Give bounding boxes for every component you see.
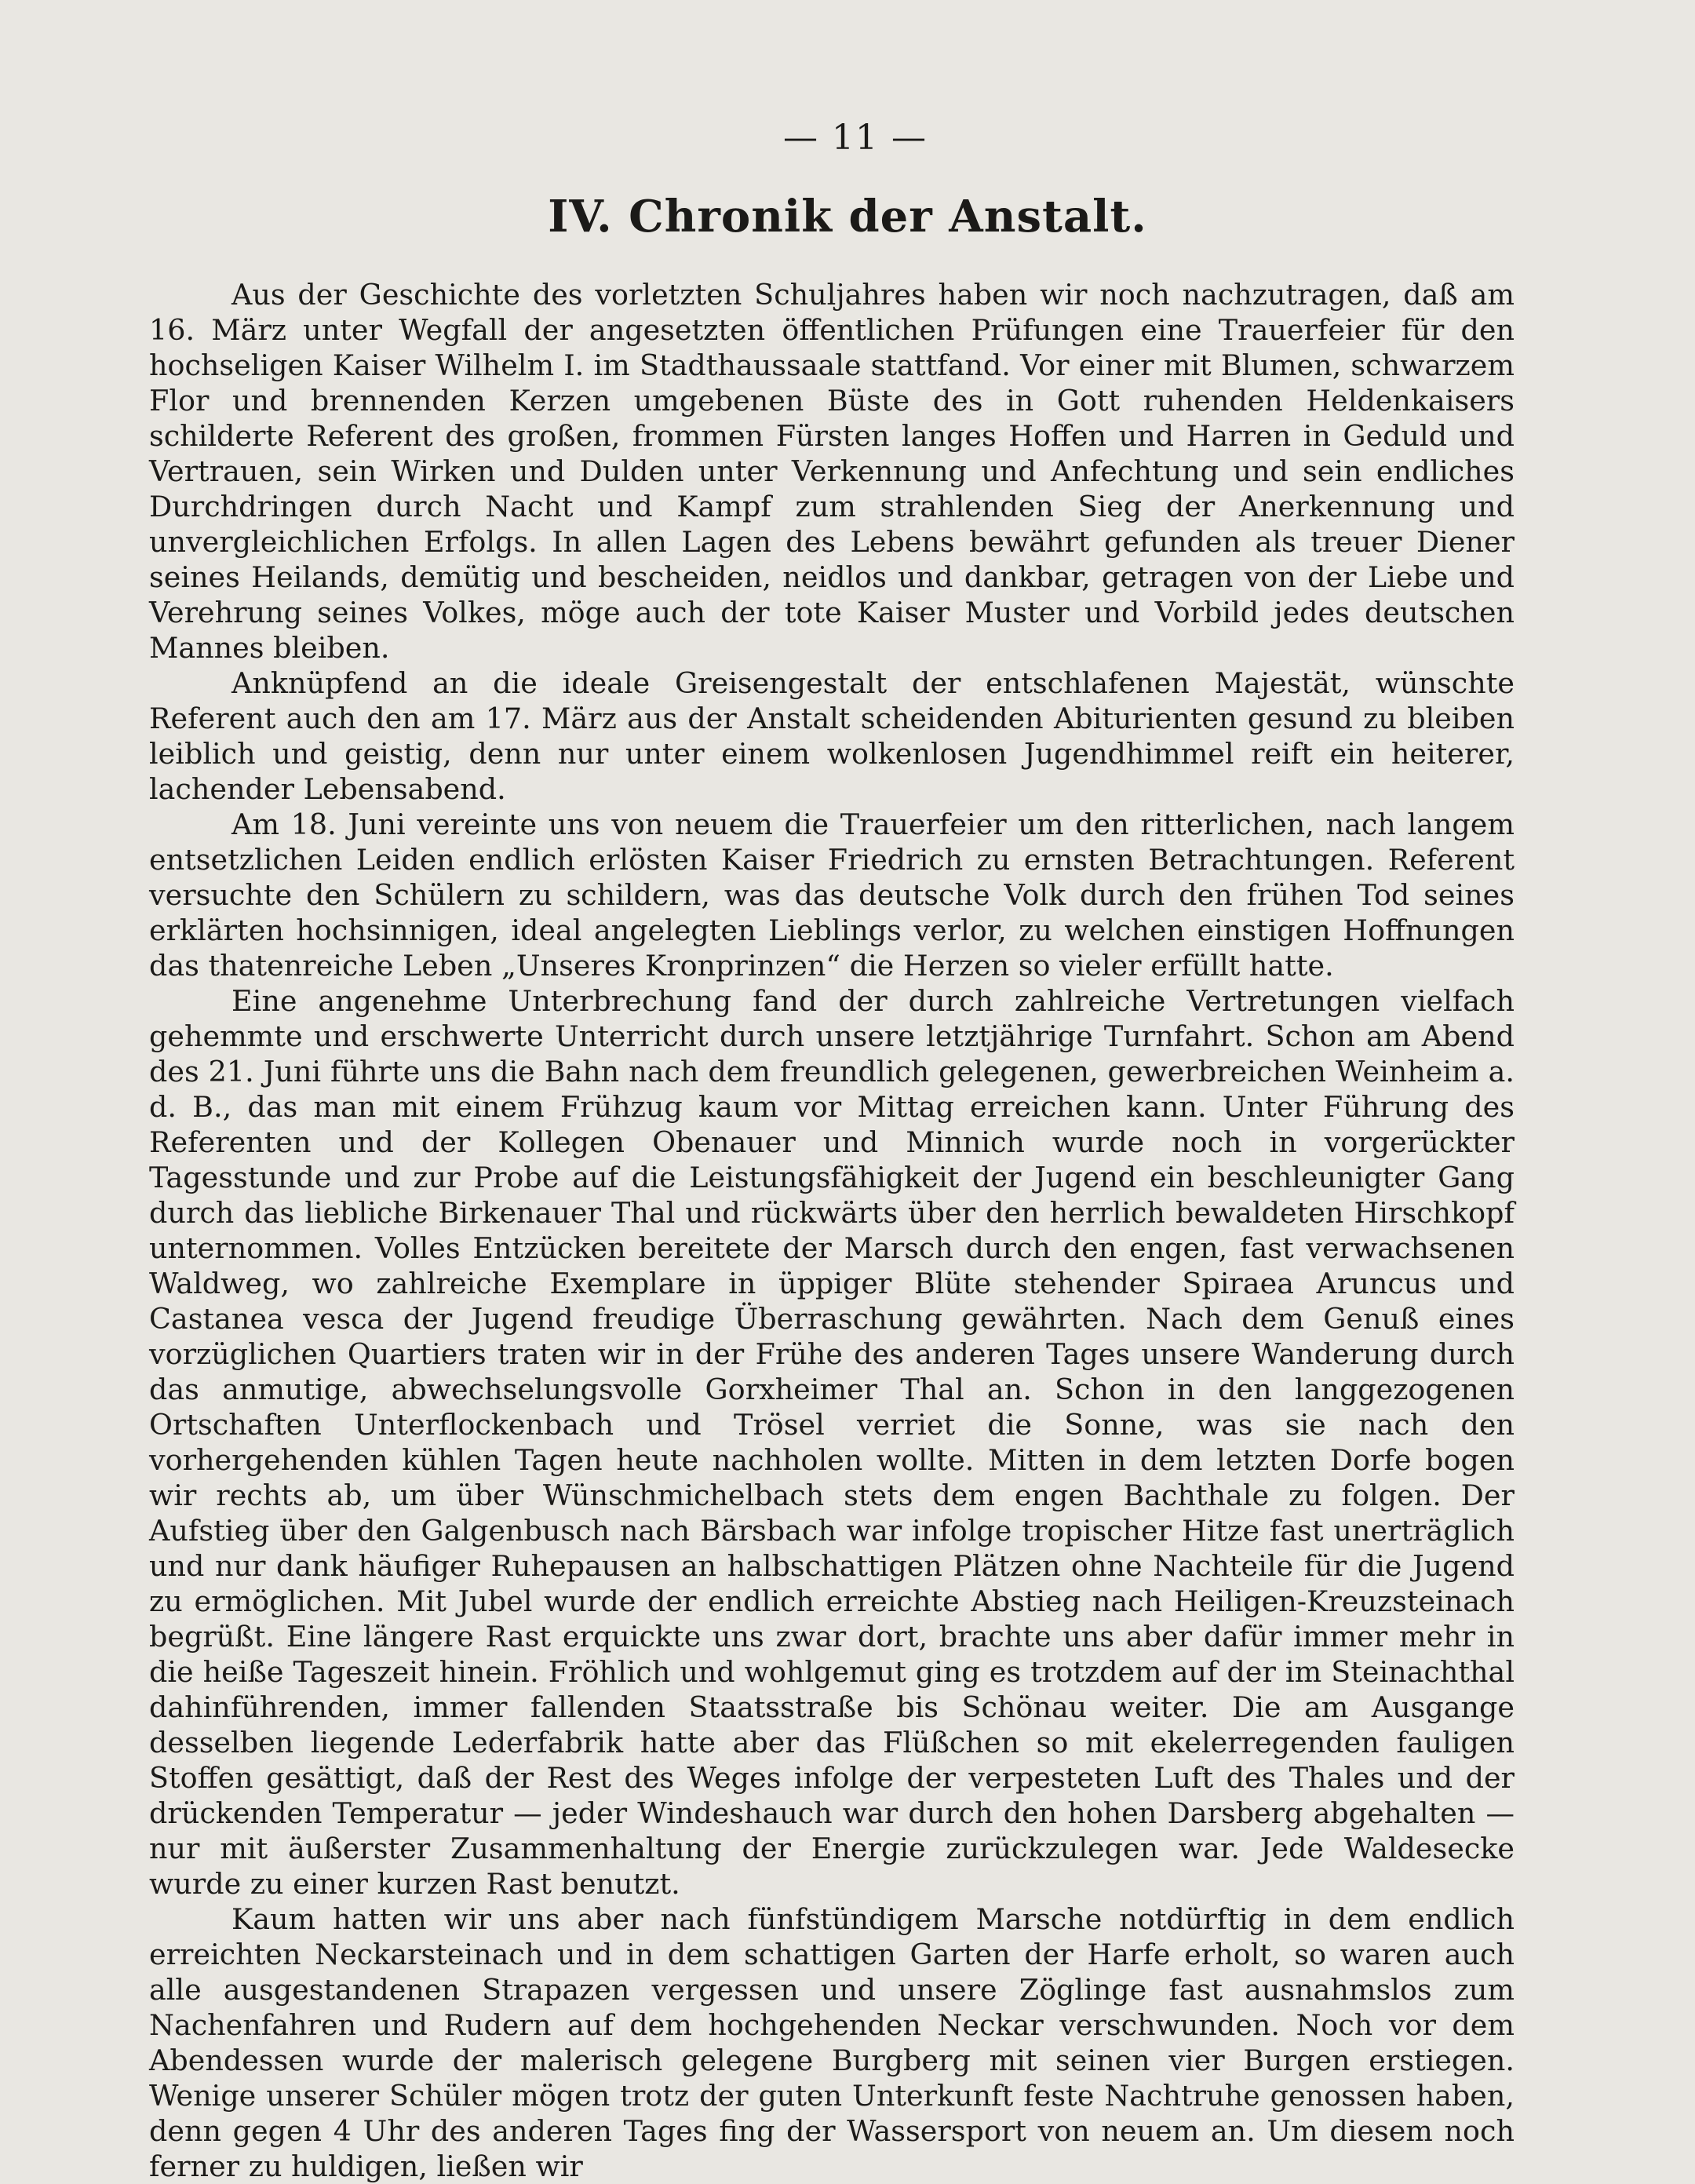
- paragraph-2: Anknüpfend an die ideale Greisengestalt der entschlafenen Majestät, wünschte Referent auch den am 17. März aus der Anstalt scheidenden Abiturienten gesund zu bleiben leiblich und geistig, denn nur unter einem wolkenlosen Jugendhimmel reift ein heiterer, lachender Lebensabend.: [149, 666, 1515, 806]
- paragraph-1: Aus der Geschichte des vorletzten Schuljahres haben wir noch nachzutragen, daß am 16. März unter Wegfall der angesetzten öffentlichen Prüfungen eine Trauerfeier für den hochseligen Kaiser Wilhelm I. im Stadthaussaale stattfand. Vor einer mit Blumen, schwarzem Flor und brennenden Kerzen umgebenen Büste des in Gott ruhenden Heldenkaisers schilderte Referent des großen, frommen Fürsten langes Hoffen und Harren in Geduld und Vertrauen, sein Wirken und Dulden unter Verkennung und Anfechtung und sein endliches Durchdringen durch Nacht und Kampf zum strahlenden Sieg der Anerkennung und unvergleichlichen Erfolgs. In allen Lagen des Lebens bewährt gefunden als treuer Diener seines Heilands, demütig und bescheiden, neidlos und dankbar, getragen von der Liebe und Verehrung seines Volkes, möge auch der tote Kaiser Muster und Vorbild jedes deutschen Mannes bleiben.: [149, 278, 1515, 665]
- paragraph-5: Kaum hatten wir uns aber nach fünfstündigem Marsche notdürftig in dem endlich erreichten Neckarsteinach und in dem schattigen Garten der Harfe erholt, so waren auch alle ausgestandenen Strapazen vergessen und unsere Zöglinge fast ausnahmslos zum Nachenfahren und Rudern auf dem hochgehenden Neckar verschwunden. Noch vor dem Abendessen wurde der malerisch gelegene Burgberg mit seinen vier Burgen erstiegen. Wenige unserer Schüler mögen trotz der guten Unterkunft feste Nachtruhe genossen haben, denn gegen 4 Uhr des anderen Tages fing der Wassersport von neuem an. Um diesem noch ferner zu huldigen, ließen wir: [149, 1902, 1515, 2183]
- paragraph-3: Am 18. Juni vereinte uns von neuem die Trauerfeier um den ritterlichen, nach langem entsetzlichen Leiden endlich erlösten Kaiser Friedrich zu ernsten Betrachtungen. Referent versuchte den Schülern zu schildern, was das deutsche Volk durch den frühen Tod seines erklärten hochsinnigen, ideal angelegten Lieblings verlor, zu welchen einstigen Hoffnungen das thatenreiche Leben „Unseres Kronprinzen“ die Herzen so vieler erfüllt hatte.: [149, 808, 1515, 983]
- body-text: [149, 277, 1515, 2184]
- section-heading: IV. Chronik der Anstalt.: [548, 191, 1147, 242]
- paragraph-4: Eine angenehme Unterbrechung fand der durch zahlreiche Vertretungen vielfach gehemmte und erschwerte Unterricht durch unsere letztjährige Turnfahrt. Schon am Abend des 21. Juni führte uns die Bahn nach dem freundlich gelegenen, gewerbreichen Weinheim a. d. B., das man mit einem Frühzug kaum vor Mittag erreichen kann. Unter Führung des Referenten und der Kollegen Obenauer und Minnich wurde noch in vorgerückter Tagesstunde und zur Probe auf die Leistungsfähigkeit der Jugend ein beschleunigter Gang durch das liebliche Birkenauer Thal und rückwärts über den herrlich bewaldeten Hirschkopf unternommen. Volles Entzücken bereitete der Marsch durch den engen, fast verwachsenen Waldweg, wo zahlreiche Exemplare in üppiger Blüte stehender Spiraea Aruncus und Castanea vesca der Jugend freudige Überraschung gewährten. Nach dem Genuß eines vorzüglichen Quartiers traten wir in der Frühe des anderen Tages unsere Wanderung durch das anmutige, abwechselungsvolle Gorxheimer Thal an. Schon in den langgezogenen Ortschaften Unterflockenbach und Trösel verriet die Sonne, was sie nach den vorhergehenden kühlen Tagen heute nachholen wollte. Mitten in dem letzten Dorfe bogen wir rechts ab, um über Wünschmichelbach stets dem engen Bachthale zu folgen. Der Aufstieg über den Galgenbusch nach Bärsbach war infolge tropischer Hitze fast unerträglich und nur dank häufiger Ruhepausen an halbschattigen Plätzen ohne Nachteile für die Jugend zu ermöglichen. Mit Jubel wurde der endlich erreichte Abstieg nach Heiligen-Kreuzsteinach begrüßt. Eine längere Rast erquickte uns zwar dort, brachte uns aber dafür immer mehr in die heiße Tageszeit hinein. Fröhlich und wohlgemut ging es trotzdem auf der im Steinachthal dahinführenden, immer fallenden Staatsstraße bis Schönau weiter. Die am Ausgange desselben liegende Lederfabrik hatte aber das Flüßchen so mit ekelerregenden fauligen Stoffen gesättigt, daß der Rest des Weges infolge der verpesteten Luft des Thales und der drückenden Temperatur — jeder Windeshauch war durch den hohen Darsberg abgehalten — nur mit äußerster Zusammenhaltung der Energie zurückzulegen war. Jede Waldesecke wurde zu einer kurzen Rast benutzt.: [149, 984, 1515, 1901]
- document-page: [149, 118, 1515, 2184]
- page-number: — 11 —: [783, 118, 928, 158]
